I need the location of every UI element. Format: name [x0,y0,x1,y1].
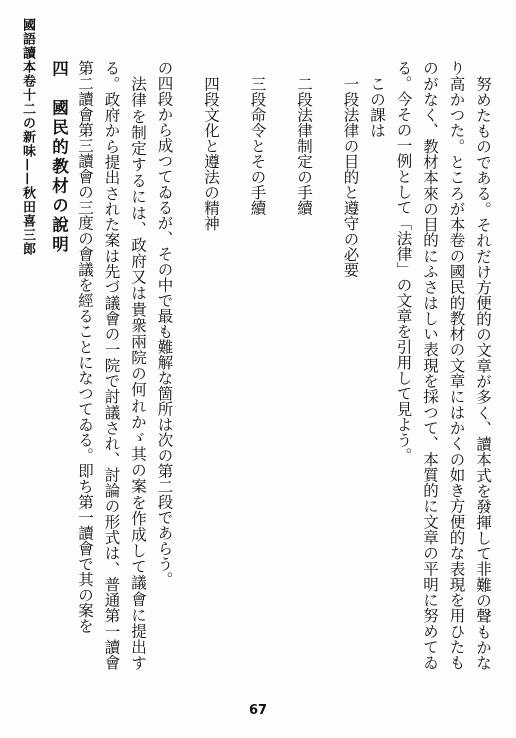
paragraph-1: 努めたものである。それだけ方便的の文章が多く、讀本式を發揮して非難の聲もかなり高かつた。ところが本卷の國民的教材の文章にはかくの如き方便的な表現を用ひたものがなく、教材本來の目的にふさはしい表現を採つて、本質的に文章の平明に努めてゐる。今その一例として「法律」の文章を引用して見よう。 [394,60,492,670]
list-item [317,60,364,670]
list-item [271,60,318,670]
list-item-label: 二段 [295,75,313,107]
list-item-text: 法律の目的と遵守の必要 [341,106,360,277]
paragraph-2: の四段から成つてゐるが、その中で最も難解な箇所は次の第二段であらう。 [155,60,174,587]
running-head: 國語讀本卷十二の新味——秋田喜三郎 [20,18,35,256]
body-text [46,60,496,670]
list-item-text: 法律制定の手續 [295,106,313,215]
list-intro: この課は [368,75,386,138]
list-item [224,60,271,670]
section-heading: 四 國民的教材の說明 [49,60,69,255]
page-number: 67 [248,703,268,718]
list-item [178,60,225,670]
list-item-label: 三段 [248,75,267,107]
paragraph-3: 法律を制定するには、政府又は貴衆兩院の何れかゞ其の案を作成して議會に提出する。政府から提出された案は先づ議會の一院で討議され、討論の形式は、普通第一讀會第二讀會第三讀會の三度の會議を經ることになつてゐる。即ち第一讀會で其の案を [76,60,147,670]
list-item-text: 文化と遵法の精神 [202,106,220,231]
list-item-label: 一段 [341,75,360,107]
list-item-text: 命令とその手續 [248,106,267,215]
list-item-label: 四段 [202,75,220,107]
